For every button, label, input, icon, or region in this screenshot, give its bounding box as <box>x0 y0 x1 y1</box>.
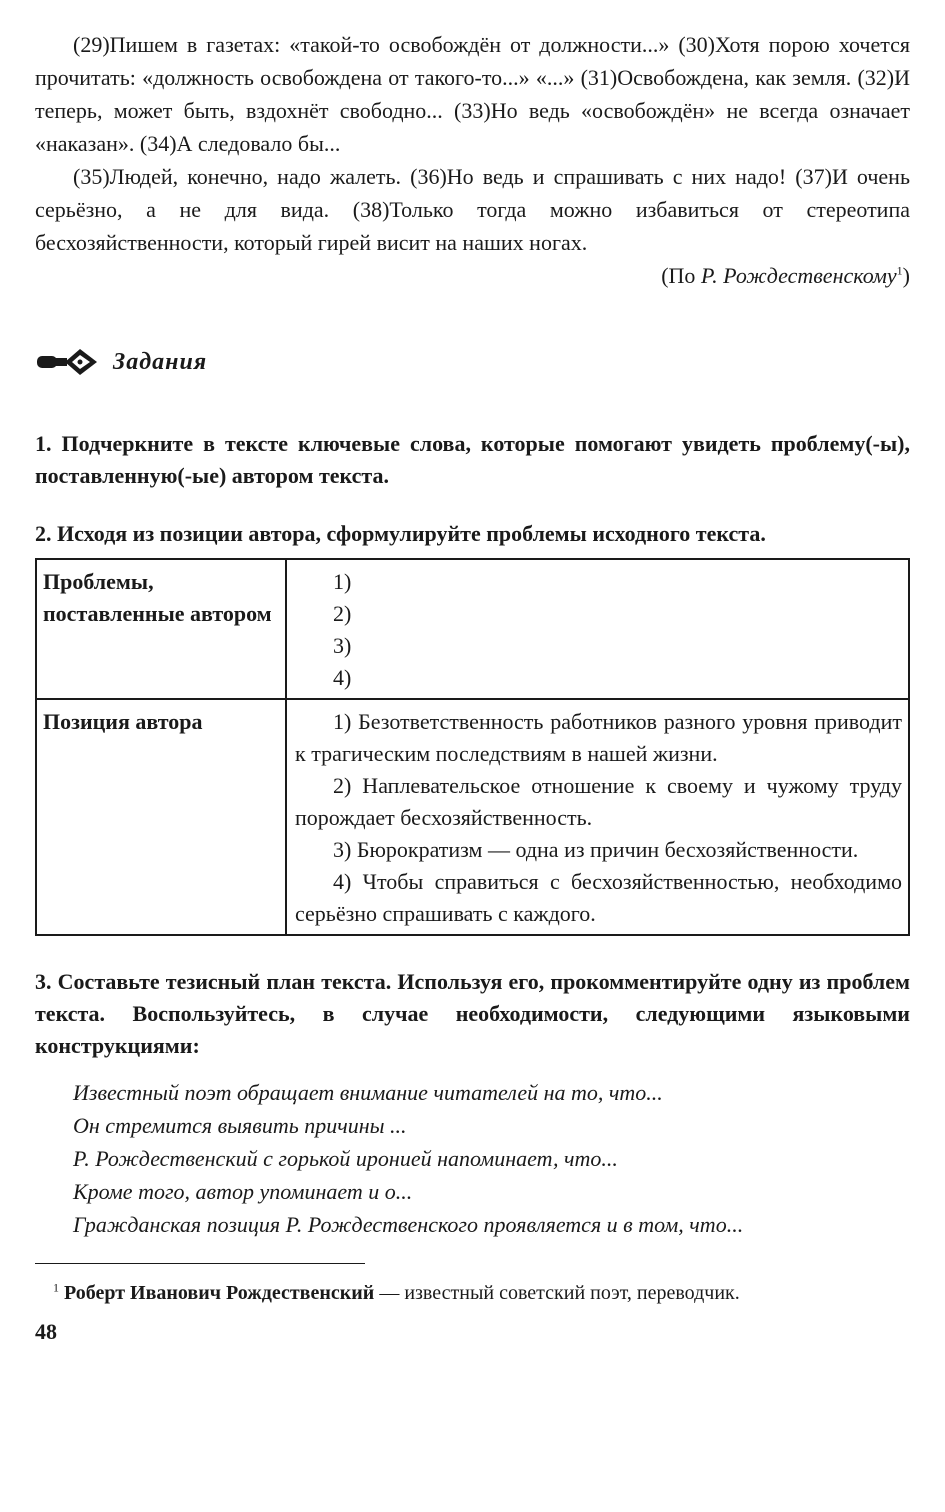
example-constructions <box>35 1076 910 1241</box>
footnote-divider <box>35 1263 365 1264</box>
text-source <box>35 259 910 292</box>
source-author: Р. Рождественскому <box>700 263 897 288</box>
problem-slot-1[interactable]: 1) <box>333 569 352 594</box>
position-cell <box>286 699 909 935</box>
problems-table <box>35 558 910 936</box>
problems-label: Проблемы, поставленные автором <box>36 559 286 699</box>
problems-cell[interactable] <box>286 559 909 699</box>
problem-slot-2[interactable]: 2) <box>333 601 352 626</box>
source-footnote-mark: 1 <box>896 263 903 278</box>
table-row-problems <box>36 559 909 699</box>
problem-slot-4[interactable]: 4) <box>333 665 352 690</box>
section-heading <box>35 342 910 382</box>
example-line-5: Гражданская позиция Р. Рождественского проявляется и в том, что... <box>73 1212 744 1237</box>
footnote <box>35 1278 910 1309</box>
footnote-mark: 1 <box>53 1280 59 1295</box>
footnote-text: — известный советский поэт, переводчик. <box>374 1282 740 1304</box>
text-paragraph-2: (35)Людей, конечно, надо жалеть. (36)Но ведь и спрашивать с них надо! (37)И очень серьёзно, а не для вида. (38)Только тогда можно избавиться от стереотипа бесхозяйственности, который гирей висит на наших ногах. <box>35 164 910 255</box>
task-3: 3. Составьте тезисный план текста. Используя его, прокомментируйте одну из проблем текста. Воспользуйтесь, в случае необходимости, следующими языковыми конструкциями: <box>35 969 910 1058</box>
section-title: Задания <box>113 348 208 375</box>
problem-slot-3[interactable]: 3) <box>333 633 352 658</box>
position-item-4: 4) Чтобы справиться с бесхозяйственностью, необходимо серьёзно спрашивать с каждого. <box>295 869 902 926</box>
table-row-position <box>36 699 909 935</box>
text-paragraph-1: (29)Пишем в газетах: «такой-то освобождён от должности...» (30)Хотя порою хочется прочитать: «должность освобождена от такого-то...» «...» (31)Освобождена, как земля. (32)И теперь, может быть, вздохнёт свободно... (33)Но ведь «освобождён» не всегда означает «наказан». (34)А следовало бы... <box>35 32 910 156</box>
page <box>35 28 910 1345</box>
example-line-2: Он стремится выявить причины ... <box>73 1113 407 1138</box>
task-2: 2. Исходя из позиции автора, сформулируйте проблемы исходного текста. <box>35 521 766 546</box>
position-item-3: 3) Бюрократизм — одна из причин бесхозяйственности. <box>333 837 859 862</box>
page-number: 48 <box>35 1319 57 1344</box>
position-item-2: 2) Наплевательское отношение к своему и чужому труду порождает бесхозяйственность. <box>295 773 902 830</box>
footnote-name: Роберт Иванович Рождественский <box>64 1282 375 1304</box>
example-line-3: Р. Рождественский с горькой иронией напоминает, что... <box>73 1146 618 1171</box>
pen-nib-icon <box>35 345 107 379</box>
task-1: 1. Подчеркните в тексте ключевые слова, которые помогают увидеть проблему(-ы), поставленную(-ые) автором текста. <box>35 431 910 488</box>
position-label: Позиция автора <box>36 699 286 935</box>
example-line-4: Кроме того, автор упоминает и о... <box>73 1179 413 1204</box>
example-line-1: Известный поэт обращает внимание читателей на то, что... <box>73 1080 663 1105</box>
source-suffix: ) <box>902 263 910 288</box>
position-item-1: 1) Безответственность работников разного уровня приводит к трагическим последствиям в нашей жизни. <box>295 709 902 766</box>
source-prefix: (По <box>661 263 701 288</box>
